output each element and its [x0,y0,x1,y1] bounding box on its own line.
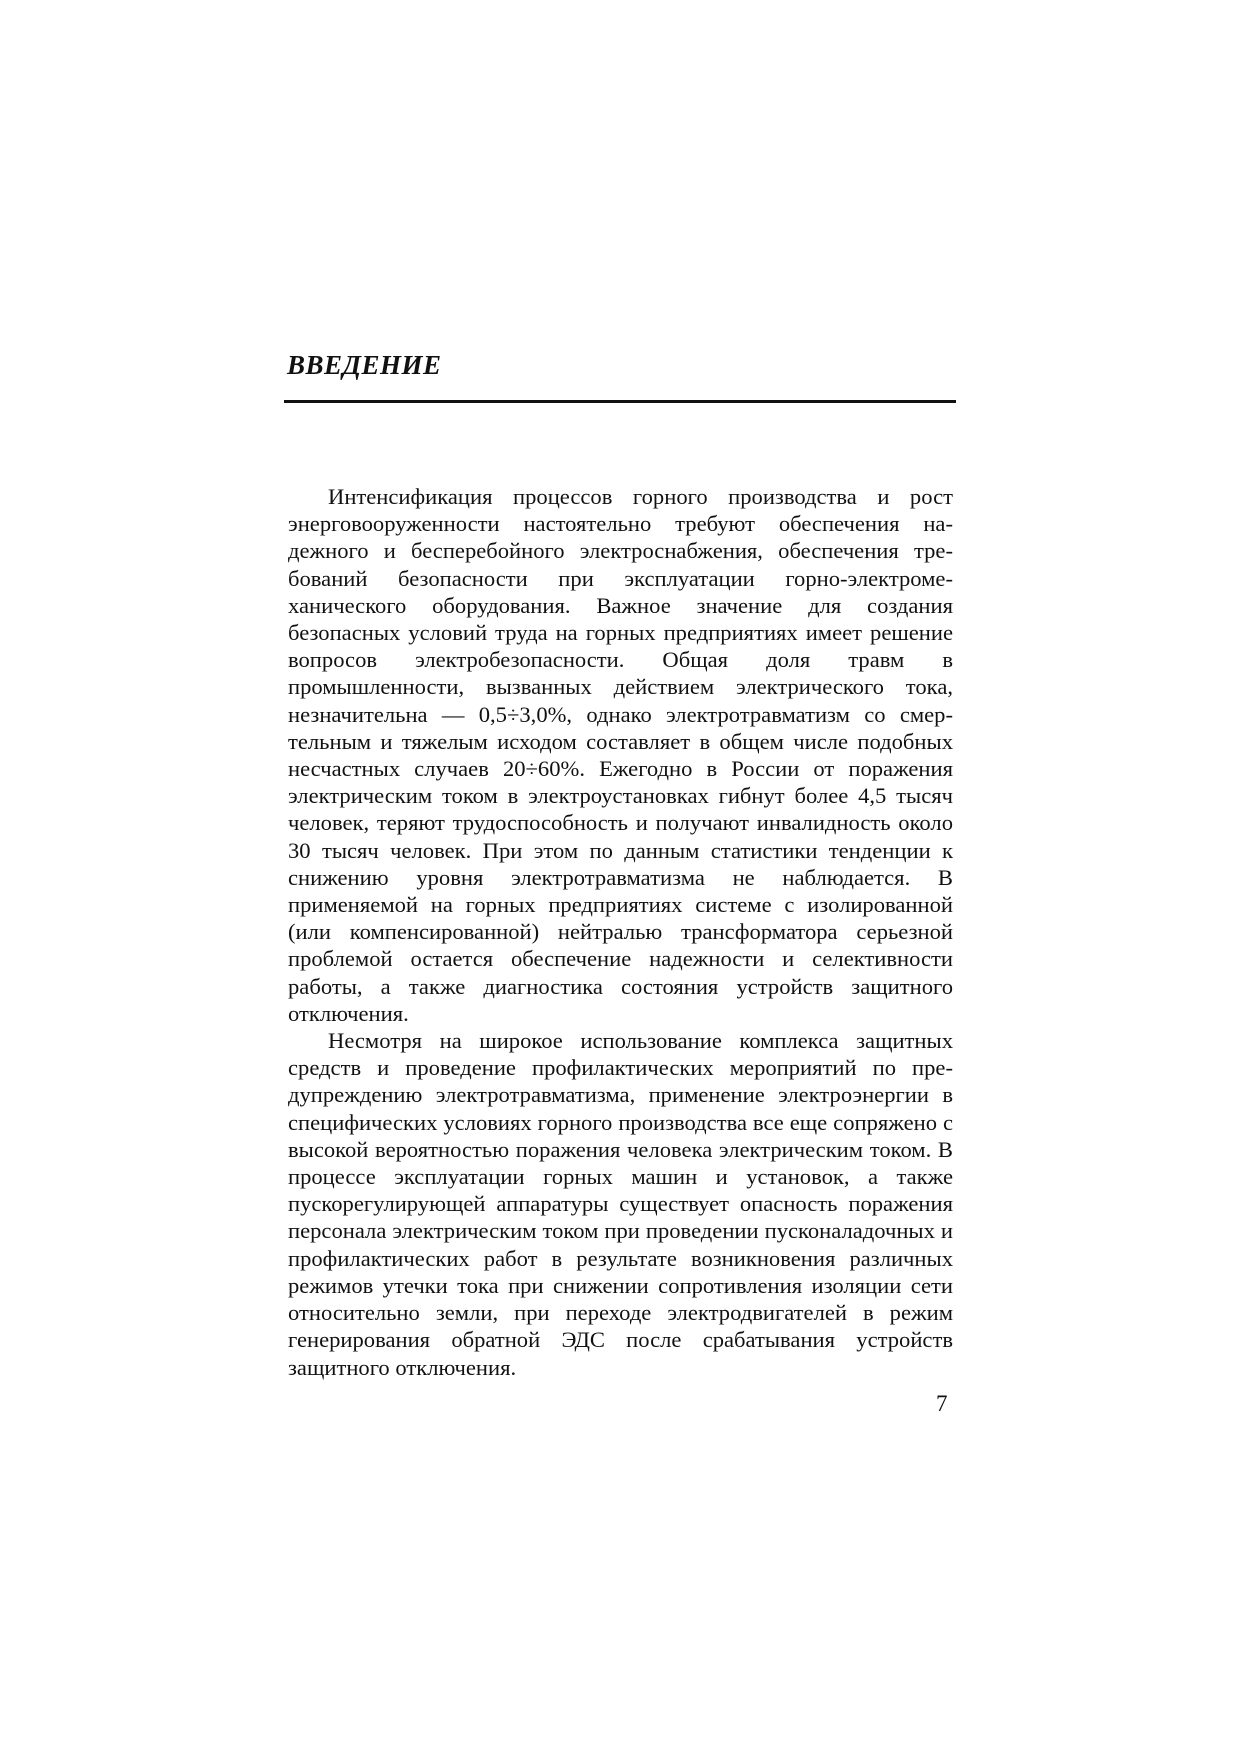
page-number: 7 [936,1391,948,1416]
paragraph-2: Несмотря на широкое использование комплекса защитных средств и проведение профилактических мероприятий по предупреждению электротравматизма, применение электроэнергии в специфических условиях горного производства все еще сопряжено с высокой вероятностью поражения человека электрическим током. В процессе эксплуатации горных машин и установок, а также пускорегулирующей аппаратуры существует опасность поражения персонала электрическим током при проведении пусконаладочных и профилактических работ в результате возникновения различных режимов утечки тока при снижении сопротивления изоляции сети относительно земли, при переходе электродвигателей в режим генерирования обратной ЭДС после срабатывания устройств защитного отключения. [288,1028,953,1380]
paragraph-1: Интенсификация процессов горного производства и рост энерговооруженности настоятельно требуют обеспечения надежного и бесперебойного электроснабжения, обеспечения требований безопасности при эксплуатации горно-электромеханического оборудования. Важное значение для создания безопасных условий труда на горных предприятиях имеет решение вопросов электробезопасности. Общая доля травм в промышленности, вызванных действием электрического тока, незначительна — 0,5÷3,0%, однако электротравматизм со смертельным и тяжелым исходом составляет в общем числе подобных несчастных случаев 20÷60%. Ежегодно в России от поражения электрическим током в электроустановках гибнут более 4,5 тысяч человек, теряют трудоспособность и получают инвалидность около 30 тысяч человек. При этом по данным статистики тенденции к снижению уровня электротравматизма не наблюдается. В применяемой на горных предприятиях системе с изолированной (или компенсированной) нейтралью трансформатора серьезной проблемой остается обеспечение надежности и селективности работы, а также диагностика состояния устройств защитного отключения. [288,484,953,1026]
heading-rule [284,400,956,403]
section-heading: ВВЕДЕНИЕ [287,350,442,380]
body-text [288,483,953,1381]
